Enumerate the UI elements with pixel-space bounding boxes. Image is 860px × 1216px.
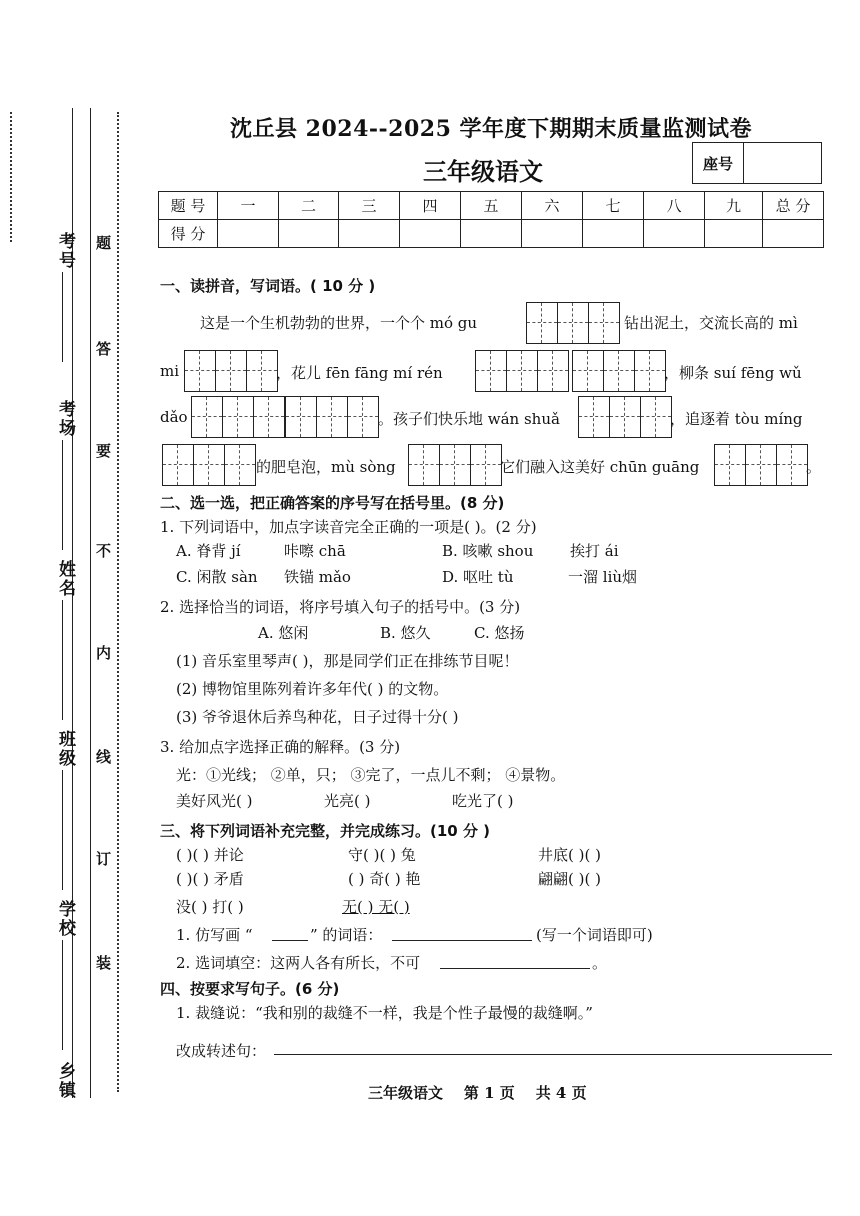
score-header-cell: 五 xyxy=(461,192,522,220)
section1-heading: 一、读拼音，写词语。( 10 分 ) xyxy=(160,277,376,295)
seat-number-label: 座号 xyxy=(693,143,744,183)
score-cell[interactable] xyxy=(763,220,824,248)
score-cell[interactable] xyxy=(522,220,583,248)
score-row-label: 得 分 xyxy=(159,220,218,248)
school-label: 学校 xyxy=(55,900,75,938)
name-field[interactable] xyxy=(62,600,63,720)
score-table-header-row xyxy=(159,192,824,220)
section1-text: dǎo xyxy=(160,408,188,426)
seal-char: 要 xyxy=(96,442,112,460)
idiom-blank[interactable]: ( )( ) 矛盾 xyxy=(176,870,244,888)
writing-grid-musong[interactable] xyxy=(408,444,502,486)
section1-text: 。 xyxy=(806,458,822,476)
exam-title: 沈丘县 2024--2025 学年度下期期末质量监测试卷 xyxy=(230,116,753,142)
imitate-short-line xyxy=(272,940,308,941)
township-label: 乡镇 xyxy=(55,1062,75,1100)
writing-grid-mogu[interactable] xyxy=(526,302,620,344)
word-guangliang: 光亮( ) xyxy=(324,792,371,810)
imitate-prompt: 1. 仿写画 “ xyxy=(176,926,253,944)
idiom-blank[interactable]: 井底( )( ) xyxy=(538,846,601,864)
score-table xyxy=(158,191,824,248)
footer-page: 第 1 页 xyxy=(463,1084,515,1102)
score-header-cell: 题 号 xyxy=(159,192,218,220)
option-c2: 铁锚 mǎo xyxy=(284,568,351,586)
seal-char: 线 xyxy=(96,748,112,766)
writing-grid-mimi[interactable] xyxy=(184,350,278,392)
rewrite-answer-line[interactable] xyxy=(274,1054,832,1055)
school-field[interactable] xyxy=(62,940,63,1050)
writing-grid-suifeng-a[interactable] xyxy=(191,396,285,438)
class-label: 班级 xyxy=(55,730,75,768)
option-d1: D. 呕吐 tù xyxy=(442,568,514,586)
choose-fill-end: 。 xyxy=(592,954,608,972)
option-a2: 咔嚓 chā xyxy=(284,542,346,560)
score-table-score-row xyxy=(159,220,824,248)
binding-dashed-line xyxy=(117,112,119,1092)
section3-heading: 三、将下列词语补充完整，并完成练习。(10 分 ) xyxy=(160,822,491,840)
score-cell[interactable] xyxy=(400,220,461,248)
score-header-cell: 一 xyxy=(218,192,279,220)
option-b1: B. 咳嗽 shou xyxy=(442,542,534,560)
exam-subtitle: 三年级语文 xyxy=(423,157,543,186)
seal-char: 订 xyxy=(96,850,112,868)
writing-grid-fenfang-b[interactable] xyxy=(572,350,666,392)
binding-line-inner xyxy=(90,108,91,1098)
writing-grid-touming[interactable] xyxy=(162,444,256,486)
writing-grid-chunguang[interactable] xyxy=(714,444,808,486)
edge-dashed-line xyxy=(10,112,12,242)
word-chiguang: 吃光了( ) xyxy=(452,792,514,810)
score-header-cell: 八 xyxy=(644,192,705,220)
page-footer xyxy=(368,1082,587,1103)
section1-text: 它们融入这美好 chūn guāng xyxy=(500,458,700,476)
question-2-1: 1. 下列词语中，加点字读音完全正确的一项是( )。(2 分) xyxy=(160,518,537,536)
definition-list: 光：①光线； ②单，只； ③完了，一点儿不剩； ④景物。 xyxy=(176,766,566,784)
writing-grid-suifeng-b[interactable] xyxy=(285,396,379,438)
fill-sentence-2: (2) 博物馆里陈列着许多年代( ) 的文物。 xyxy=(176,680,449,698)
question-2-2: 2. 选择恰当的词语，将序号填入句子的括号中。(3 分) xyxy=(160,598,521,616)
exam-number-field[interactable] xyxy=(62,272,63,362)
name-label: 姓名 xyxy=(55,560,75,598)
section1-text: ，追逐着 tòu míng xyxy=(670,410,803,428)
exam-room-label: 考场 xyxy=(55,400,75,438)
idiom-blank[interactable]: 没( ) 打( ) xyxy=(176,898,244,916)
score-cell[interactable] xyxy=(644,220,705,248)
imitate-answer-line[interactable] xyxy=(392,940,532,941)
option-c1: C. 闲散 sàn xyxy=(176,568,258,586)
option-a1: A. 脊背 jí xyxy=(176,542,241,560)
score-header-cell: 九 xyxy=(705,192,763,220)
idiom-blank[interactable]: ( )( ) 并论 xyxy=(176,846,244,864)
footer-total: 共 4 页 xyxy=(535,1084,587,1102)
seat-number-box[interactable] xyxy=(692,142,822,184)
imitate-hint: (写一个词语即可) xyxy=(536,926,653,944)
option-b2: 挨打 ái xyxy=(570,542,619,560)
choose-fill-prompt: 2. 选词填空：这两人各有所长，不可 xyxy=(176,954,421,972)
idiom-blank[interactable]: 翩翩( )( ) xyxy=(538,870,601,888)
section1-text: ，柳条 suí fēng wǔ xyxy=(664,364,802,382)
word-option-a: A. 悠闲 xyxy=(258,624,309,642)
seal-char: 答 xyxy=(96,340,112,358)
section1-text: 这是一个生机勃勃的世界，一个个 mó gu xyxy=(200,314,478,332)
section4-heading: 四、按要求写句子。(6 分) xyxy=(160,980,340,998)
question-2-3: 3. 给加点字选择正确的解释。(3 分) xyxy=(160,738,401,756)
seal-char: 题 xyxy=(96,234,112,252)
score-header-cell: 七 xyxy=(583,192,644,220)
section1-text: 。孩子们快乐地 wán shuǎ xyxy=(378,410,560,428)
score-header-cell: 三 xyxy=(339,192,400,220)
score-cell[interactable] xyxy=(279,220,339,248)
rewrite-prompt: 改成转述句： xyxy=(176,1042,267,1060)
idiom-blank[interactable]: 守( )( ) 兔 xyxy=(348,846,416,864)
writing-grid-fenfang-a[interactable] xyxy=(475,350,569,392)
score-cell[interactable] xyxy=(705,220,763,248)
exam-room-field[interactable] xyxy=(62,440,63,550)
section1-text: 的肥皂泡，mù sòng xyxy=(256,458,396,476)
score-header-cell: 六 xyxy=(522,192,583,220)
section1-text: mi xyxy=(160,362,180,380)
exam-number-label: 考号 xyxy=(55,232,75,270)
score-cell[interactable] xyxy=(339,220,400,248)
score-header-cell: 总 分 xyxy=(763,192,824,220)
section1-text: ，花儿 fēn fāng mí rén xyxy=(276,364,443,382)
fill-sentence-1: (1) 音乐室里琴声( )，那是同学们正在排练节目呢！ xyxy=(176,652,519,670)
section1-text: 钻出泥土，交流长高的 mì xyxy=(624,314,798,332)
idiom-blank-underlined[interactable]: 无( ) 无( ) xyxy=(342,898,410,916)
imitate-prompt-cont: ” 的词语： xyxy=(310,926,383,944)
option-d2: 一溜 liù烟 xyxy=(568,568,638,586)
footer-course: 三年级语文 xyxy=(368,1084,444,1102)
idiom-blank[interactable]: ( ) 奇( ) 艳 xyxy=(348,870,421,888)
seal-char: 不 xyxy=(96,542,112,560)
word-fengguang: 美好风光( ) xyxy=(176,792,253,810)
choose-fill-answer-line[interactable] xyxy=(440,968,590,969)
score-cell[interactable] xyxy=(461,220,522,248)
score-header-cell: 四 xyxy=(400,192,461,220)
score-cell[interactable] xyxy=(583,220,644,248)
class-field[interactable] xyxy=(62,770,63,890)
score-header-cell: 二 xyxy=(279,192,339,220)
question-4-1: 1. 裁缝说：“我和别的裁缝不一样，我是个性子最慢的裁缝啊。” xyxy=(176,1004,593,1022)
seal-char: 内 xyxy=(96,644,112,662)
writing-grid-wanshua[interactable] xyxy=(578,396,672,438)
fill-sentence-3: (3) 爷爷退休后养鸟种花，日子过得十分( ) xyxy=(176,708,459,726)
score-cell[interactable] xyxy=(218,220,279,248)
seal-char: 装 xyxy=(96,954,112,972)
word-option-b: B. 悠久 xyxy=(380,624,431,642)
section2-heading: 二、选一选，把正确答案的序号写在括号里。(8 分) xyxy=(160,494,505,512)
word-option-c: C. 悠扬 xyxy=(474,624,525,642)
